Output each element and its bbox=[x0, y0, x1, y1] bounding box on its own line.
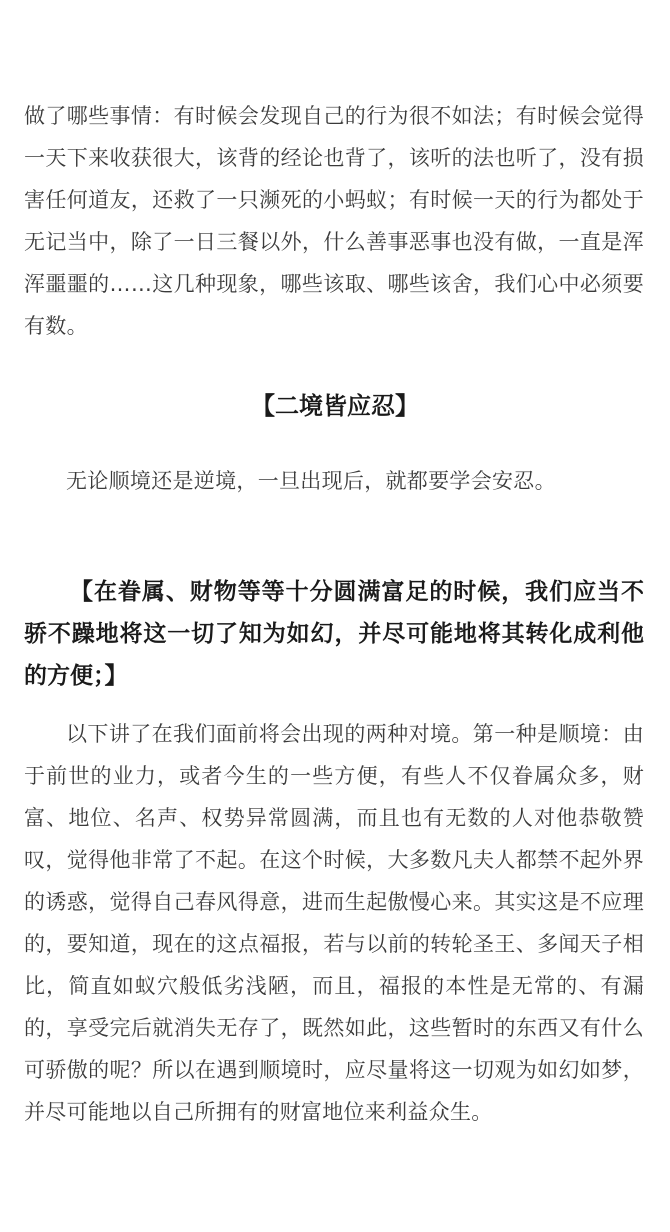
body-paragraph: 做了哪些事情：有时候会发现自己的行为很不如法；有时候会觉得一天下来收获很大，该背的经论也背了，该听的法也听了，没有损害任何道友，还救了一只濒死的小蚂蚁；有时候一天的行为都处于无记当中，除了一日三餐以外，什么善事恶事也没有做，一直是浑浑噩噩的……这几种现象，哪些该取、哪些该舍，我们心中必须要有数。 bbox=[24, 104, 644, 338]
body-paragraph: 无论顺境还是逆境，一旦出现后，就都要学会安忍。 bbox=[66, 469, 556, 493]
section-heading: 【二境皆应忍】 bbox=[251, 391, 419, 420]
body-paragraph: 以下讲了在我们面前将会出现的两种对境。第一种是顺境：由于前世的业力，或者今生的一些方便，有些人不仅眷属众多，财富、地位、名声、权势异常圆满，而且也有无数的人对他恭敬赞叹，觉得他非常了不起。在这个时候，大多数凡夫人都禁不起外界的诱惑，觉得自己春风得意，进而生起傲慢心来。其实这是不应理的，要知道，现在的这点福报，若与以前的转轮圣王、多闻天子相比，简直如蚁穴般低劣浅陋，而且，福报的本性是无常的、有漏的，享受完后就消失无存了，既然如此，这些暂时的东西又有什么可骄傲的呢？所以在遇到顺境时，应尽量将这一切观为如幻如梦，并尽可能地以自己所拥有的财富地位来利益众生。 bbox=[24, 722, 644, 1124]
root-verse-quote: 【在眷属、财物等等十分圆满富足的时候，我们应当不骄不躁地将这一切了知为如幻，并尽可能地将其转化成利他的方便；】 bbox=[24, 578, 644, 689]
